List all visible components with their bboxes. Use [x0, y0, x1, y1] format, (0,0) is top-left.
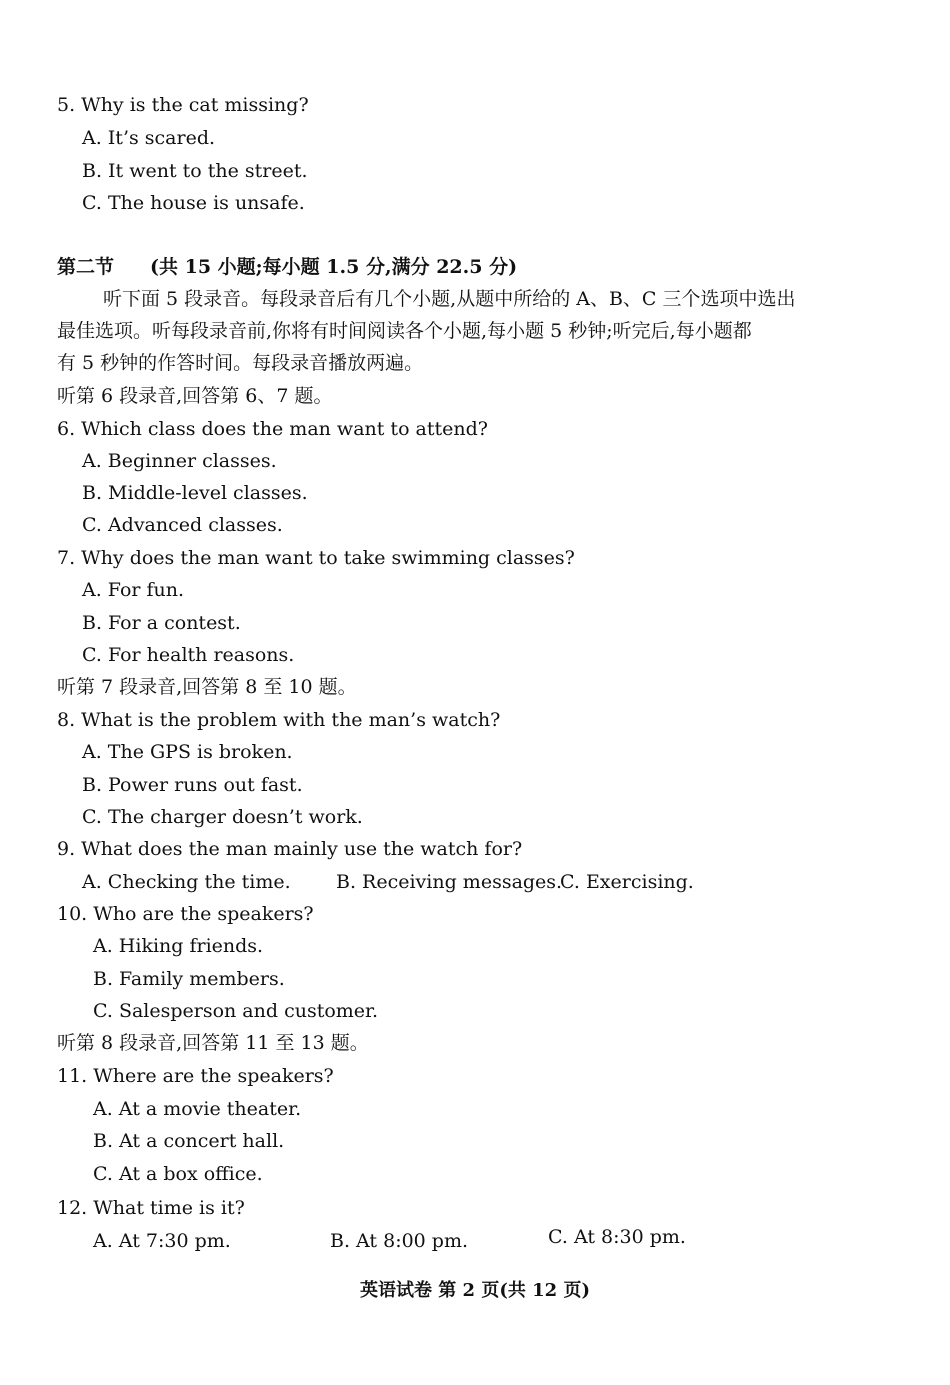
question-7-option-a: A. For fun. [82, 579, 185, 601]
question-10-option-a: A. Hiking friends. [93, 935, 264, 957]
question-12-option-a: A. At 7:30 pm. [93, 1230, 231, 1252]
question-11-option-b: B. At a concert hall. [93, 1130, 285, 1152]
question-6-stem: 6. Which class does the man want to attend? [57, 418, 488, 440]
question-7-option-c: C. For health reasons. [82, 644, 295, 666]
segment-8-instruction: 听第 8 段录音,回答第 11 至 13 题。 [57, 1032, 369, 1054]
question-7-option-b: B. For a contest. [82, 612, 241, 634]
question-8-option-b: B. Power runs out fast. [82, 774, 303, 796]
question-11-stem: 11. Where are the speakers? [57, 1065, 334, 1087]
question-9-stem: 9. What does the man mainly use the watch for? [57, 838, 523, 860]
section-2-instructions-line-3: 有 5 秒钟的作答时间。每段录音播放两遍。 [57, 352, 424, 374]
section-2-instructions-line-2: 最佳选项。听每段录音前,你将有时间阅读各个小题,每小题 5 秒钟;听完后,每小题都 [57, 320, 752, 342]
question-6-option-c: C. Advanced classes. [82, 514, 283, 536]
question-8-option-a: A. The GPS is broken. [82, 741, 293, 763]
question-8-option-c: C. The charger doesn’t work. [82, 806, 363, 828]
question-6-option-a: A. Beginner classes. [82, 450, 277, 472]
question-8-stem: 8. What is the problem with the man’s watch? [57, 709, 501, 731]
question-5-option-c: C. The house is unsafe. [82, 192, 305, 214]
question-11-option-a: A. At a movie theater. [93, 1098, 302, 1120]
question-5-option-a: A. It’s scared. [82, 127, 216, 149]
question-9-option-c: C. Exercising. [560, 871, 694, 893]
question-12-option-c: C. At 8:30 pm. [548, 1226, 686, 1248]
question-5-stem: 5. Why is the cat missing? [57, 94, 309, 116]
segment-6-instruction: 听第 6 段录音,回答第 6、7 题。 [57, 385, 333, 407]
question-5-option-b: B. It went to the street. [82, 160, 308, 182]
question-12-option-b: B. At 8:00 pm. [330, 1230, 469, 1252]
section-2-heading: 第二节 [57, 256, 115, 278]
question-10-stem: 10. Who are the speakers? [57, 903, 314, 925]
question-6-option-b: B. Middle-level classes. [82, 482, 308, 504]
segment-7-instruction: 听第 7 段录音,回答第 8 至 10 题。 [57, 676, 357, 698]
question-7-stem: 7. Why does the man want to take swimming classes? [57, 547, 575, 569]
question-10-option-c: C. Salesperson and customer. [93, 1000, 379, 1022]
question-12-stem: 12. What time is it? [57, 1197, 245, 1219]
section-2-instructions-line-1: 听下面 5 段录音。每段录音后有几个小题,从题中所给的 A、B、C 三个选项中选出 [103, 288, 796, 310]
question-10-option-b: B. Family members. [93, 968, 285, 990]
question-11-option-c: C. At a box office. [93, 1163, 263, 1185]
section-2-scoring: (共 15 小题;每小题 1.5 分,满分 22.5 分) [150, 256, 518, 278]
page-footer: 英语试卷 第 2 页(共 12 页) [360, 1280, 590, 1301]
question-9-option-a: A. Checking the time. [82, 871, 291, 893]
question-9-option-b: B. Receiving messages. [336, 871, 563, 893]
